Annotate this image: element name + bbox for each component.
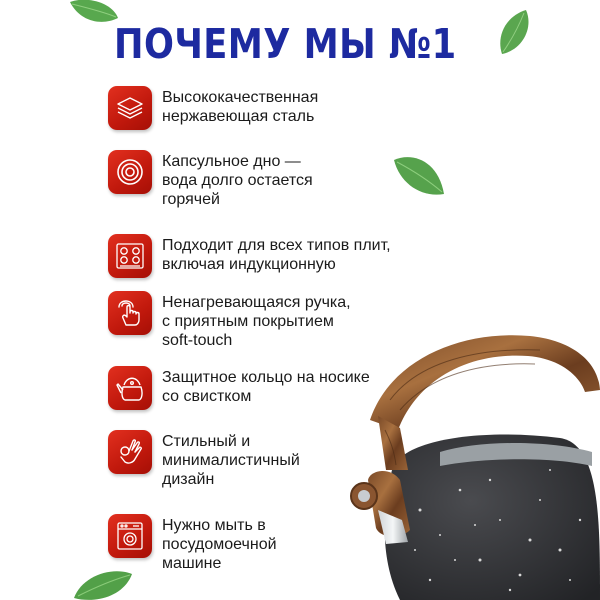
feature-line: минималистичный xyxy=(162,452,300,469)
touch-hand-icon xyxy=(115,298,145,328)
feature-line: со свистком xyxy=(162,388,252,405)
feature-line: soft-touch xyxy=(162,332,233,349)
feature-text xyxy=(162,368,462,406)
stove-icon xyxy=(115,241,145,271)
page-title: ПОЧЕМУ МЫ №1 xyxy=(114,20,457,68)
feature-text xyxy=(162,432,462,489)
feature-line: машине xyxy=(162,555,222,572)
leaf-bottom-left-icon xyxy=(72,568,134,600)
feature-line: горячей xyxy=(162,191,220,208)
feature-text xyxy=(162,293,462,350)
feature-line: Ненагревающаяся ручка, xyxy=(162,294,351,311)
feature-line: с приятным покрытием xyxy=(162,313,334,330)
ok-hand-icon xyxy=(115,437,145,467)
feature-line: посудомоечной xyxy=(162,536,277,553)
feature-badge xyxy=(108,291,152,335)
feature-line: Стильный и xyxy=(162,433,251,450)
capsule-bottom-icon xyxy=(115,157,145,187)
leaf-top-right-icon xyxy=(496,8,530,56)
feature-line: вода долго остается xyxy=(162,172,313,189)
feature-line: нержавеющая сталь xyxy=(162,108,315,125)
feature-line: Подходит для всех типов плит, xyxy=(162,237,391,254)
feature-text xyxy=(162,516,462,573)
feature-badge xyxy=(108,430,152,474)
leaf-top-left-icon xyxy=(68,0,120,26)
feature-text xyxy=(162,152,462,209)
feature-line: включая индукционную xyxy=(162,256,336,273)
feature-badge xyxy=(108,86,152,130)
feature-line: Капсульное дно — xyxy=(162,153,301,170)
feature-badge xyxy=(108,514,152,558)
layers-icon xyxy=(115,93,145,123)
feature-line: Высококачественная xyxy=(162,89,319,106)
feature-badge xyxy=(108,366,152,410)
feature-line: Нужно мыть в xyxy=(162,517,266,534)
kettle-icon xyxy=(115,373,145,403)
feature-badge xyxy=(108,234,152,278)
feature-badge xyxy=(108,150,152,194)
feature-text xyxy=(162,236,462,274)
feature-line: Защитное кольцо на носике xyxy=(162,369,370,386)
dishwasher-icon xyxy=(115,521,145,551)
feature-text xyxy=(162,88,462,126)
feature-line: дизайн xyxy=(162,471,215,488)
